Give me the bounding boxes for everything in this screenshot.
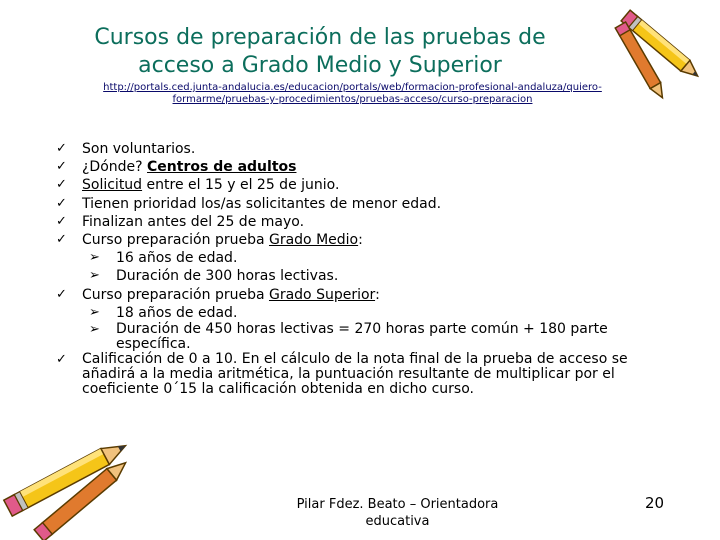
grado-superior-link[interactable]: Grado Superior [268, 286, 376, 303]
arrow-bullet-icon: ➢ [89, 250, 100, 266]
list-item: ✓ Solicitud entre el 15 y el 25 de junio. [56, 177, 340, 194]
list-item: ✓ Calificación de 0 a 10. En el cálculo de la nota final de la prueba de acceso se añadirá a la media aritmética, la puntuación resultante de multiplicar por el coeficiente 0´15 la calificación obtenida en dicho curso. [56, 351, 628, 398]
sub-item: ➢ 18 años de edad. [89, 304, 238, 321]
bullet-list [56, 140, 666, 397]
checkmark-icon: ✓ [56, 352, 67, 368]
checkmark-icon: ✓ [56, 141, 67, 156]
arrow-bullet-icon: ➢ [89, 322, 100, 338]
sub-item: ➢ 16 años de edad. [89, 250, 238, 267]
grado-medio-link[interactable]: Grado Medio [268, 232, 359, 249]
arrow-bullet-icon: ➢ [89, 268, 100, 284]
pencils-illustration-bottom [0, 425, 150, 540]
checkmark-icon: ✓ [56, 286, 67, 302]
footer-author [270, 496, 525, 530]
list-item: ✓ Tienen prioridad los/as solicitantes de menor edad. [56, 195, 442, 212]
list-item: ✓ Finalizan antes del 25 de mayo. [56, 213, 305, 230]
solicitud-link[interactable]: Solicitud [82, 177, 143, 194]
slide-title [60, 24, 580, 80]
page-number: 20 [645, 494, 665, 512]
checkmark-icon: ✓ [56, 232, 67, 248]
list-item: ✓ Curso preparación prueba Grado Superior: [56, 286, 380, 303]
footer-line-1: Pilar Fdez. Beato – Orientadora [296, 497, 499, 512]
title-line-2: acceso a Grado Medio y Superior [138, 53, 502, 78]
title-line-1: Cursos de preparación de las pruebas de [94, 25, 546, 50]
sub-item: ➢ Duración de 450 horas lectivas = 270 horas parte común + 180 parte específica. [89, 321, 608, 353]
checkmark-icon: ✓ [56, 159, 67, 175]
source-link[interactable] [60, 82, 645, 106]
list-item: ✓ Curso preparación prueba Grado Medio: [56, 232, 363, 249]
footer-line-2: educativa [365, 514, 430, 529]
arrow-bullet-icon: ➢ [89, 304, 100, 320]
checkmark-icon: ✓ [56, 177, 67, 193]
list-item: ✓ Son voluntarios. [56, 141, 196, 157]
url-line-2[interactable]: formarme/pruebas-y-procedimientos/pruebas-acceso/curso-preparacion [172, 94, 533, 105]
sub-item: ➢ Duración de 300 horas lectivas. [89, 268, 339, 285]
checkmark-icon: ✓ [56, 195, 67, 211]
url-line-1[interactable]: http://portals.ced.junta-andalucia.es/educacion/portals/web/formacion-profesional-andaluza/quiero- [103, 82, 602, 93]
list-item: ✓ ¿Dónde? Centros de adultos [56, 159, 297, 176]
centros-adultos-link[interactable]: Centros de adultos [147, 159, 297, 176]
checkmark-icon: ✓ [56, 213, 67, 229]
